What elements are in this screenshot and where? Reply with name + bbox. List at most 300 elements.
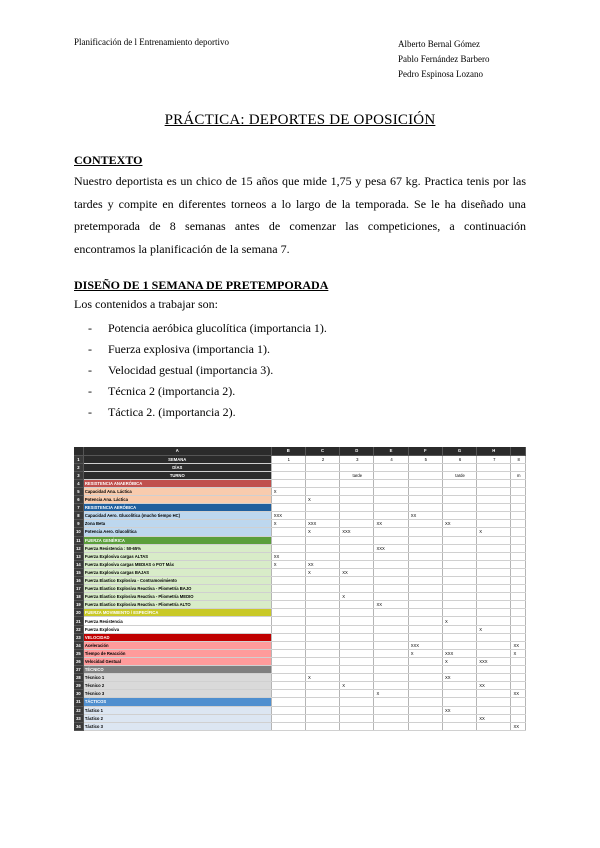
table-row — [74, 674, 526, 682]
author-2: Pablo Fernández Barbero — [398, 54, 490, 64]
table-cell — [374, 479, 408, 487]
row-label: Táctico 1 — [83, 706, 271, 714]
table-cell — [511, 568, 526, 576]
table-cell — [340, 601, 374, 609]
table-cell — [408, 714, 442, 722]
table-cell — [442, 496, 476, 504]
row-label: TURNO — [83, 471, 271, 479]
table-cell — [340, 512, 374, 520]
table-cell — [511, 674, 526, 682]
row-number: 26 — [74, 657, 83, 665]
table-cell — [374, 666, 408, 674]
table-cell: X — [271, 487, 305, 495]
row-label: RESISTENCIA AERÓBICA — [83, 504, 271, 512]
row-label: Fuerza Explosiva cargas BAJAS — [83, 568, 271, 576]
table-cell — [477, 585, 511, 593]
table-cell — [511, 625, 526, 633]
table-cell — [511, 536, 526, 544]
table-cell — [442, 487, 476, 495]
table-cell — [477, 698, 511, 706]
table-cell — [374, 471, 408, 479]
table-cell — [374, 714, 408, 722]
table-cell — [340, 479, 374, 487]
table-cell: XX — [340, 568, 374, 576]
table-cell — [340, 504, 374, 512]
table-cell: X — [305, 568, 339, 576]
table-cell — [271, 463, 305, 471]
table-cell: XX — [374, 601, 408, 609]
row-number: 4 — [74, 479, 83, 487]
table-cell — [271, 674, 305, 682]
row-number: 17 — [74, 585, 83, 593]
row-number: 2 — [74, 463, 83, 471]
table-cell — [477, 520, 511, 528]
planning-table — [74, 447, 526, 731]
table-cell — [408, 528, 442, 536]
table-cell: X — [271, 560, 305, 568]
row-label: Capacidad Ana. Láctica — [83, 487, 271, 495]
table-row — [74, 722, 526, 730]
table-cell — [374, 528, 408, 536]
row-number: 6 — [74, 496, 83, 504]
table-cell — [442, 601, 476, 609]
table-cell — [477, 633, 511, 641]
table-cell — [374, 463, 408, 471]
table-cell — [271, 690, 305, 698]
table-cell — [374, 682, 408, 690]
table-cell: X — [442, 617, 476, 625]
table-cell: X — [305, 674, 339, 682]
row-number: 22 — [74, 625, 83, 633]
table-cell — [374, 625, 408, 633]
table-cell — [408, 698, 442, 706]
table-cell — [511, 552, 526, 560]
row-label: SEMANA — [83, 455, 271, 463]
table-row — [74, 617, 526, 625]
table-cell — [271, 714, 305, 722]
column-header: A — [83, 447, 271, 455]
row-number: 25 — [74, 649, 83, 657]
table-cell — [271, 601, 305, 609]
table-cell — [271, 666, 305, 674]
row-label: Fuerza Resistencia — [83, 617, 271, 625]
table-cell — [477, 674, 511, 682]
table-cell — [442, 666, 476, 674]
table-row — [74, 560, 526, 568]
table-cell — [442, 625, 476, 633]
row-label: RESISTENCIA ANAERÓBICA — [83, 479, 271, 487]
table-cell — [374, 617, 408, 625]
table-cell — [305, 657, 339, 665]
table-cell — [271, 657, 305, 665]
table-cell — [408, 682, 442, 690]
table-cell — [408, 544, 442, 552]
table-cell — [442, 714, 476, 722]
table-cell: X — [340, 682, 374, 690]
table-cell — [511, 520, 526, 528]
author-3: Pedro Espinosa Lozano — [398, 69, 483, 79]
table-cell — [271, 609, 305, 617]
table-cell — [305, 666, 339, 674]
row-number: 5 — [74, 487, 83, 495]
row-number: 31 — [74, 698, 83, 706]
table-cell — [340, 641, 374, 649]
table-cell — [340, 520, 374, 528]
table-cell — [408, 625, 442, 633]
table-row — [74, 609, 526, 617]
table-cell — [511, 657, 526, 665]
table-cell: 4 — [374, 455, 408, 463]
table-cell — [305, 625, 339, 633]
list-item: - Potencia aeróbica glucolítica (importancia 1). — [88, 321, 327, 335]
table-cell — [374, 609, 408, 617]
table-cell — [305, 609, 339, 617]
table-cell: X — [442, 657, 476, 665]
context-heading: CONTEXTO — [74, 153, 143, 167]
table-cell — [305, 641, 339, 649]
table-cell — [408, 536, 442, 544]
table-cell: XX — [408, 512, 442, 520]
row-number: 32 — [74, 706, 83, 714]
row-number: 14 — [74, 560, 83, 568]
table-cell — [374, 722, 408, 730]
table-cell — [305, 552, 339, 560]
table-cell — [408, 722, 442, 730]
table-cell — [477, 593, 511, 601]
table-cell — [305, 690, 339, 698]
table-cell — [271, 536, 305, 544]
table-cell: tarde — [340, 471, 374, 479]
table-cell — [442, 544, 476, 552]
table-cell — [374, 560, 408, 568]
table-cell — [374, 487, 408, 495]
table-cell — [305, 593, 339, 601]
table-cell — [305, 504, 339, 512]
table-cell — [340, 625, 374, 633]
table-cell — [271, 479, 305, 487]
table-cell — [511, 706, 526, 714]
table-cell — [408, 471, 442, 479]
table-cell — [340, 633, 374, 641]
row-label: Fuerza Explosiva cargas MEDIAS o POT Máx — [83, 560, 271, 568]
table-cell: XX — [442, 706, 476, 714]
table-cell: 6 — [442, 455, 476, 463]
table-cell — [511, 633, 526, 641]
row-number: 11 — [74, 536, 83, 544]
table-cell — [408, 560, 442, 568]
table-cell — [374, 674, 408, 682]
table-cell — [340, 577, 374, 585]
column-header: D — [340, 447, 374, 455]
table-cell — [271, 649, 305, 657]
table-cell — [340, 487, 374, 495]
column-header: G — [442, 447, 476, 455]
row-number: 19 — [74, 601, 83, 609]
row-number: 8 — [74, 512, 83, 520]
table-cell — [408, 568, 442, 576]
table-cell — [340, 463, 374, 471]
table-cell: XX — [477, 714, 511, 722]
table-cell: X — [340, 593, 374, 601]
table-cell — [305, 536, 339, 544]
table-cell — [374, 512, 408, 520]
table-cell: XX — [511, 641, 526, 649]
table-cell — [305, 714, 339, 722]
table-cell — [305, 471, 339, 479]
table-cell — [511, 487, 526, 495]
table-row — [74, 682, 526, 690]
table-cell — [477, 641, 511, 649]
table-cell — [271, 577, 305, 585]
table-cell — [271, 706, 305, 714]
table-cell — [477, 552, 511, 560]
table-cell — [271, 617, 305, 625]
table-cell — [442, 528, 476, 536]
row-label: FUERZA MOVIMIENTO / ESPECÍFICA — [83, 609, 271, 617]
table-cell: 5 — [408, 455, 442, 463]
table-cell — [477, 609, 511, 617]
table-cell — [340, 690, 374, 698]
table-cell — [271, 633, 305, 641]
row-label: Capacidad Aero. Glucolítica (mucho tiempo HC) — [83, 512, 271, 520]
table-cell — [305, 585, 339, 593]
table-cell — [408, 617, 442, 625]
table-cell — [477, 496, 511, 504]
row-number: 18 — [74, 593, 83, 601]
table-cell: 7 — [477, 455, 511, 463]
row-label: VELOCIDAD — [83, 633, 271, 641]
row-label: Tiempo de Reacción — [83, 649, 271, 657]
table-cell — [442, 585, 476, 593]
table-cell — [271, 593, 305, 601]
table-cell: XXX — [340, 528, 374, 536]
row-label: Técnico 1 — [83, 674, 271, 682]
table-cell: XX — [305, 560, 339, 568]
table-cell — [511, 593, 526, 601]
table-row — [74, 471, 526, 479]
table-cell — [477, 706, 511, 714]
table-cell — [305, 544, 339, 552]
table-row — [74, 649, 526, 657]
table-cell — [374, 496, 408, 504]
table-cell: XXX — [442, 649, 476, 657]
table-cell — [511, 666, 526, 674]
table-row — [74, 641, 526, 649]
table-cell — [305, 617, 339, 625]
table-cell — [511, 682, 526, 690]
table-cell: 1 — [271, 455, 305, 463]
row-label: Aceleración — [83, 641, 271, 649]
table-cell — [442, 536, 476, 544]
table-cell: XXX — [305, 520, 339, 528]
table-row — [74, 512, 526, 520]
row-number: 34 — [74, 722, 83, 730]
table-cell — [305, 577, 339, 585]
table-cell — [442, 560, 476, 568]
row-number: 21 — [74, 617, 83, 625]
table-cell: X — [477, 528, 511, 536]
table-cell — [408, 496, 442, 504]
table-cell — [340, 536, 374, 544]
list-item: - Táctica 2. (importancia 2). — [88, 405, 236, 419]
table-cell — [408, 657, 442, 665]
table-cell — [340, 496, 374, 504]
table-cell — [442, 593, 476, 601]
table-cell — [477, 617, 511, 625]
column-header — [74, 447, 83, 455]
context-paragraph: Nuestro deportista es un chico de 15 años que mide 1,75 y pesa 67 kg. Practica tenis por las tardes y compite en diferentes torneos a lo largo de la temporada. Se le ha diseñado una pretemporada de 8 semanas antes de comenzar las competiciones, a continuación encontramos la planificación de la semana 7. — [74, 174, 526, 256]
row-label: Fuerza Elastico Explosiva Reactiva - Pliometría BAJO — [83, 585, 271, 593]
table-cell — [442, 722, 476, 730]
table-cell — [408, 487, 442, 495]
table-row — [74, 625, 526, 633]
column-header-row — [74, 447, 526, 455]
spreadsheet-image — [74, 447, 526, 733]
table-cell — [442, 504, 476, 512]
column-header: H — [477, 447, 511, 455]
table-cell — [305, 633, 339, 641]
table-cell — [271, 722, 305, 730]
table-cell — [408, 479, 442, 487]
row-label: Fuerza Elastico Explosiva - Contramovimiento — [83, 577, 271, 585]
table-cell — [271, 585, 305, 593]
table-cell — [340, 698, 374, 706]
table-cell — [477, 504, 511, 512]
row-number: 28 — [74, 674, 83, 682]
table-row — [74, 479, 526, 487]
table-cell — [477, 666, 511, 674]
table-cell — [408, 674, 442, 682]
table-cell — [305, 682, 339, 690]
row-number: 20 — [74, 609, 83, 617]
table-cell — [442, 552, 476, 560]
column-header: F — [408, 447, 442, 455]
table-cell — [477, 560, 511, 568]
table-row — [74, 568, 526, 576]
table-cell — [340, 714, 374, 722]
table-cell — [374, 641, 408, 649]
table-cell — [477, 690, 511, 698]
table-cell — [442, 690, 476, 698]
table-cell — [374, 504, 408, 512]
table-cell — [340, 722, 374, 730]
document-header-left: Planificación de l Entrenamiento deportivo — [74, 37, 229, 47]
table-cell: XXX — [374, 544, 408, 552]
table-row — [74, 690, 526, 698]
row-label: Velocidad Gestual — [83, 657, 271, 665]
table-cell — [374, 552, 408, 560]
table-cell — [305, 649, 339, 657]
row-number: 9 — [74, 520, 83, 528]
table-row — [74, 698, 526, 706]
table-cell — [477, 649, 511, 657]
table-cell — [374, 698, 408, 706]
table-cell — [408, 609, 442, 617]
table-cell: X — [374, 690, 408, 698]
table-cell — [374, 593, 408, 601]
table-cell — [340, 609, 374, 617]
table-cell: XX — [511, 722, 526, 730]
table-cell — [374, 577, 408, 585]
list-item: - Velocidad gestual (importancia 3). — [88, 363, 274, 377]
table-cell: X — [511, 649, 526, 657]
design-intro: Los contenidos a trabajar son: — [74, 297, 218, 311]
table-cell — [442, 698, 476, 706]
table-cell — [305, 463, 339, 471]
table-cell — [511, 714, 526, 722]
table-cell: XX — [442, 674, 476, 682]
list-item: - Fuerza explosiva (importancia 1). — [88, 342, 270, 356]
table-row — [74, 552, 526, 560]
table-cell — [477, 601, 511, 609]
table-cell — [374, 657, 408, 665]
table-cell: XX — [442, 520, 476, 528]
column-header: E — [374, 447, 408, 455]
row-label: Táctico 3 — [83, 722, 271, 730]
table-cell: 2 — [305, 455, 339, 463]
table-row — [74, 577, 526, 585]
column-header: B — [271, 447, 305, 455]
row-label: Fuerza Resistencia : 50-65% — [83, 544, 271, 552]
row-label: DÍAS — [83, 463, 271, 471]
table-cell — [340, 657, 374, 665]
table-cell — [511, 698, 526, 706]
table-cell — [477, 568, 511, 576]
table-cell — [511, 560, 526, 568]
table-cell: XXX — [271, 512, 305, 520]
table-cell: XX — [477, 682, 511, 690]
table-cell — [408, 585, 442, 593]
table-cell — [408, 706, 442, 714]
table-cell — [271, 625, 305, 633]
table-cell — [511, 479, 526, 487]
row-number: 23 — [74, 633, 83, 641]
row-number: 27 — [74, 666, 83, 674]
row-label: Fuerza Explosiva — [83, 625, 271, 633]
table-cell — [442, 463, 476, 471]
table-cell: X — [305, 528, 339, 536]
table-cell — [408, 504, 442, 512]
row-number: 30 — [74, 690, 83, 698]
table-row — [74, 593, 526, 601]
row-label: Potencia Aero. Glucolítica — [83, 528, 271, 536]
table-cell — [305, 487, 339, 495]
table-cell — [511, 577, 526, 585]
table-cell — [271, 471, 305, 479]
table-cell — [340, 706, 374, 714]
table-cell: XX — [271, 552, 305, 560]
table-cell — [340, 560, 374, 568]
table-cell — [511, 496, 526, 504]
row-label: Fuerza Elastico Explosiva Reactiva - Pliometría ALTO — [83, 601, 271, 609]
table-cell — [408, 552, 442, 560]
table-row — [74, 714, 526, 722]
table-cell: X — [305, 496, 339, 504]
table-cell — [408, 593, 442, 601]
row-number: 16 — [74, 577, 83, 585]
table-cell — [340, 666, 374, 674]
table-cell — [271, 682, 305, 690]
design-heading: DISEÑO DE 1 SEMANA DE PRETEMPORADA — [74, 278, 329, 292]
table-cell — [408, 666, 442, 674]
row-label: TÁCTICOS — [83, 698, 271, 706]
table-cell — [305, 479, 339, 487]
table-cell — [477, 536, 511, 544]
table-cell — [374, 633, 408, 641]
row-number: 12 — [74, 544, 83, 552]
table-cell — [340, 585, 374, 593]
row-label: Potencia Ana. Láctica — [83, 496, 271, 504]
